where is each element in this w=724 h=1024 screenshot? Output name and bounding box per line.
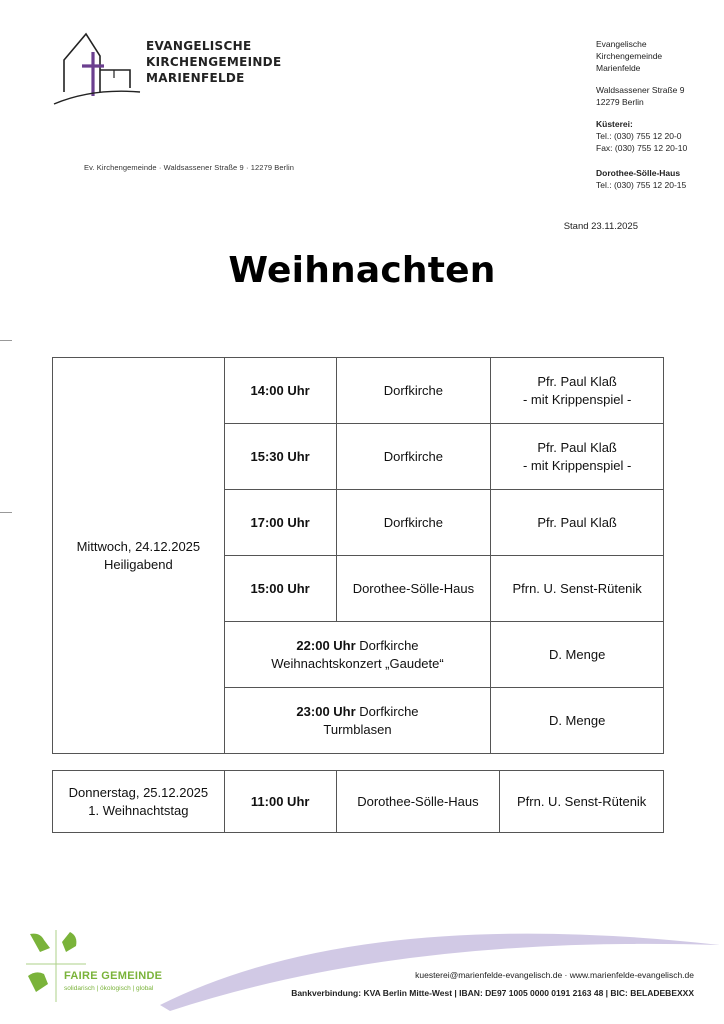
person-cell: D. Menge [491, 622, 664, 688]
merged-event-cell: 23:00 Uhr Dorfkirche Turmblasen [224, 688, 491, 754]
person-cell: Pfr. Paul Klaß [491, 490, 664, 556]
contact-block-dsh: Dorothee-Sölle-Haus Tel.: (030) 755 12 20-15 [596, 168, 687, 190]
stand-date: Stand 23.11.2025 [563, 221, 638, 232]
fold-mark [0, 340, 12, 341]
contact-block-address: Waldsassener Straße 9 12279 Berlin [596, 85, 685, 107]
merged-event-cell: 22:00 Uhr Dorfkirche Weihnachtskonzert „Gaudete“ [224, 622, 491, 688]
church-logo-icon [52, 30, 144, 108]
day-cell: Donnerstag, 25.12.2025 1. Weihnachtstag [53, 771, 225, 833]
footer-bank: Bankverbindung: KVA Berlin Mitte-West | IBAN: DE97 1005 0000 0191 2163 48 | BIC: BELADEBEXXX [291, 988, 694, 998]
contact-block-name: Evangelische Kirchengemeinde Marienfelde [596, 39, 663, 73]
schedule-table-weihnachtstag [52, 770, 664, 833]
place-cell: Dorfkirche [336, 490, 491, 556]
contact-block-kuesterei: Küsterei: Tel.: (030) 755 12 20-0 Fax: (030) 755 12 20-10 [596, 119, 688, 153]
fold-mark [0, 512, 12, 513]
place-cell: Dorfkirche [336, 358, 491, 424]
schedule-table-heiligabend [52, 357, 664, 754]
faire-gemeinde-subtitle: solidarisch | ökologisch | global [64, 985, 154, 992]
place-cell: Dorothee-Sölle-Haus [336, 556, 491, 622]
place-cell: Dorfkirche [336, 424, 491, 490]
footer-contact: kuesterei@marienfelde-evangelisch.de · www.marienfelde-evangelisch.de [415, 970, 694, 980]
table-row [53, 771, 664, 833]
sender-address-line: Ev. Kirchengemeinde · Waldsassener Straße 9 · 12279 Berlin [84, 163, 295, 172]
person-cell: Pfr. Paul Klaß - mit Krippenspiel - [491, 358, 664, 424]
time-cell: 14:00 Uhr [224, 358, 336, 424]
place-cell: Dorothee-Sölle-Haus [336, 771, 500, 833]
faire-gemeinde-title: FAIRE GEMEINDE [64, 970, 163, 982]
person-cell: D. Menge [491, 688, 664, 754]
person-cell: Pfrn. U. Senst-Rütenik [491, 556, 664, 622]
time-cell: 11:00 Uhr [224, 771, 336, 833]
org-name: EVANGELISCHE KIRCHENGEMEINDE MARIENFELDE [146, 39, 282, 85]
time-cell: 15:00 Uhr [224, 556, 336, 622]
time-cell: 15:30 Uhr [224, 424, 336, 490]
time-cell: 17:00 Uhr [224, 490, 336, 556]
person-cell: Pfr. Paul Klaß - mit Krippenspiel - [491, 424, 664, 490]
decorative-swoosh-icon [160, 915, 720, 1015]
person-cell: Pfrn. U. Senst-Rütenik [500, 771, 664, 833]
page-title: Weihnachten [228, 250, 496, 291]
day-cell: Mittwoch, 24.12.2025 Heiligabend [53, 358, 225, 754]
table-row [53, 358, 664, 424]
